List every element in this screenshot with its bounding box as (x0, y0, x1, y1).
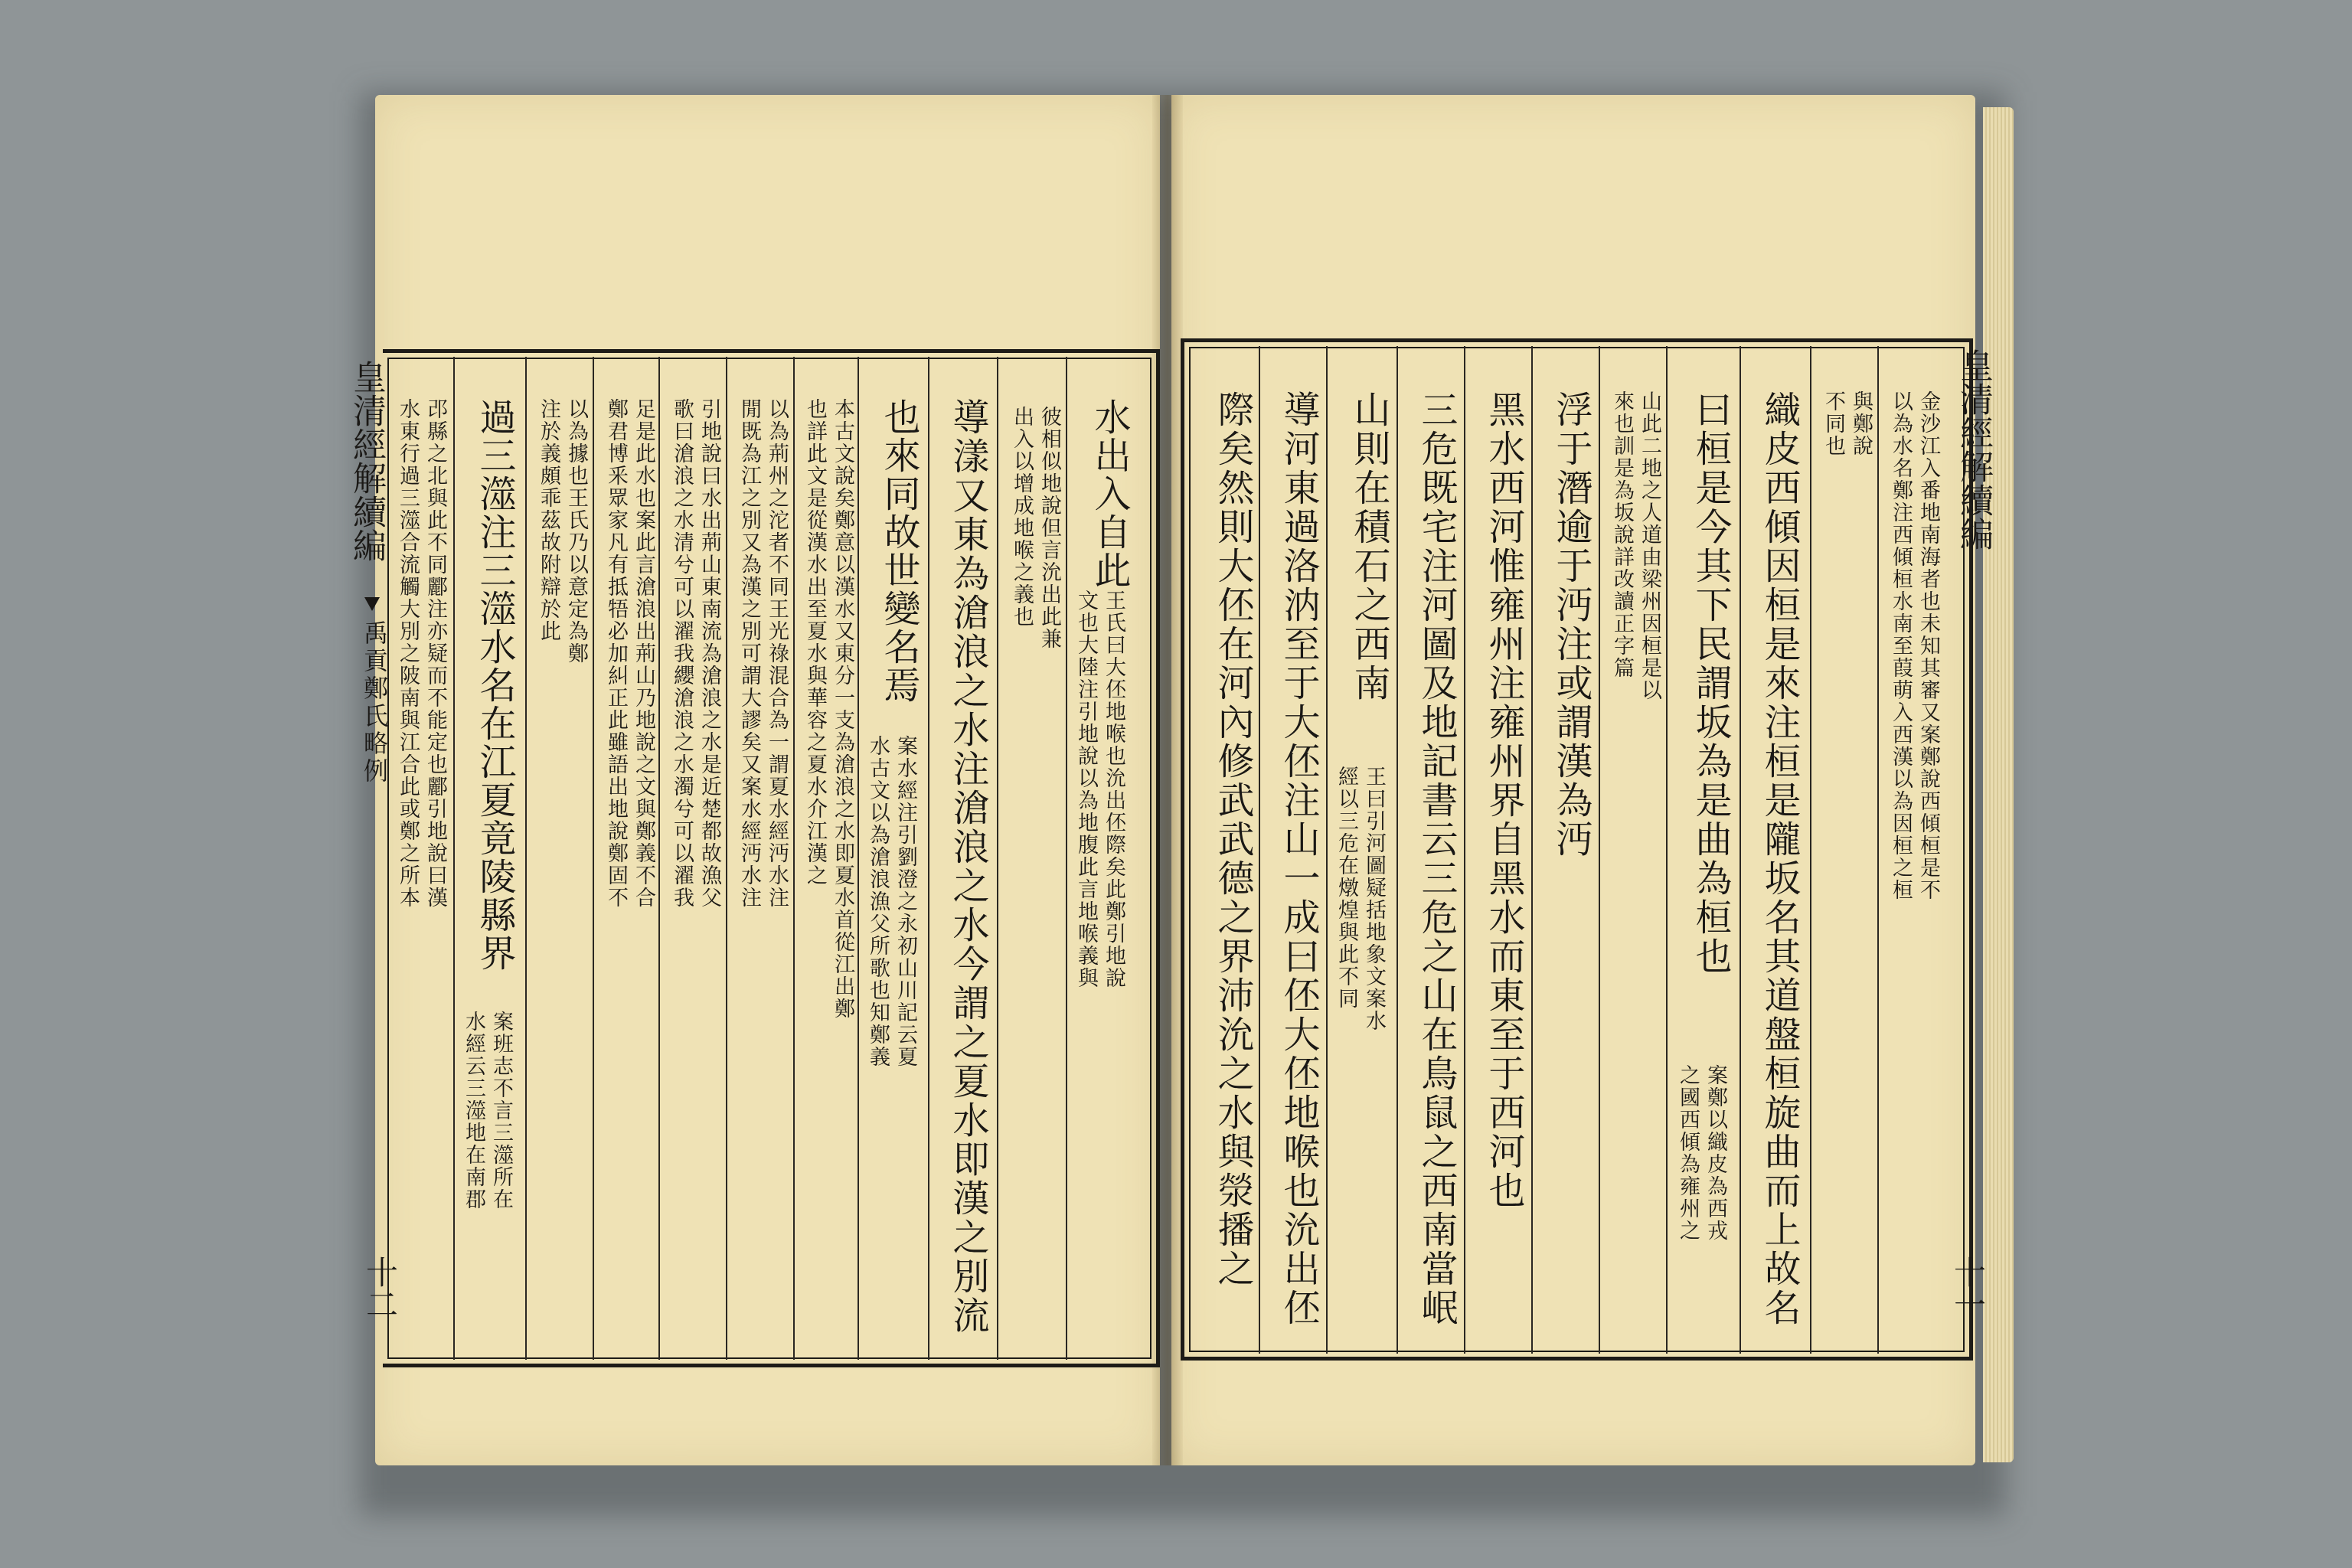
column-rule (1259, 346, 1260, 1354)
right-col-4-note: 之國西傾為雍州之 (1676, 1064, 1700, 1242)
right-col-1-note: 金沙江入番地南海者也未知其審又案鄭說西傾桓是不 (1916, 390, 1940, 901)
left-col-10-note: 水經云三澨地在南郡 (462, 1011, 485, 1210)
column-rule (593, 357, 594, 1360)
left-col-2-note: 出入以增成地喉之義也 (1010, 406, 1034, 628)
right-col-9-note: 經以三危在燉煌與此不同 (1334, 766, 1358, 1010)
left-col-8-note: 足是此水也案此言滄浪出荊山乃地說之文與鄭義不合 (632, 398, 655, 909)
column-rule (1666, 346, 1668, 1354)
right-col-9-main: 山則在積石之西南 (1348, 390, 1390, 703)
column-rule (1877, 346, 1879, 1354)
right-col-4-note: 案鄭以織皮為西戎 (1704, 1064, 1727, 1242)
right-col-5-note: 山此二地之人道由梁州因桓是以 (1638, 390, 1661, 701)
column-rule (1464, 346, 1465, 1354)
left-col-4-main: 也來同故世變名焉 (877, 398, 920, 704)
right-col-11-main: 際矣然則大伾在河內修武武德之界沛沇之水與滎播之 (1211, 390, 1254, 1289)
left-col-4-note: 水古文以為滄浪漁父所歌也知鄭義 (866, 735, 890, 1068)
left-col-9-note: 以為據也王氏乃以意定為鄭 (564, 398, 588, 665)
left-col-3-main: 導漾又東為滄浪之水注滄浪之水今謂之夏水即漢之別流 (946, 398, 989, 1335)
left-col-11-note: 水東行過三澨合流觸大別之陂南與江合此或鄭之所本 (396, 398, 420, 909)
left-col-1-main: 水出入自此 (1088, 398, 1131, 590)
left-col-10-main: 過三澨注三澨水名在江夏竟陵縣界 (473, 398, 516, 972)
right-page-number: 十一 (1949, 1256, 1987, 1320)
left-col-10-note: 案班志不言三澨所在 (489, 1011, 513, 1210)
column-rule (1531, 346, 1533, 1354)
right-col-8-main: 三危既宅注河圖及地記書云三危之山在鳥鼠之西南當岷 (1415, 390, 1458, 1328)
column-rule (658, 357, 660, 1360)
column-rule (726, 357, 727, 1360)
column-rule (793, 357, 795, 1360)
column-rule (1326, 346, 1328, 1354)
right-col-6-main: 浮于潛逾于沔注或謂漢為沔 (1550, 390, 1592, 859)
left-col-5-note: 也詳此文是從漢水出至夏水與華容之夏水介江漢之 (803, 398, 827, 887)
left-col-1-note: 王氏曰大伾地喉也沇出伾際矣此鄭引地說 (1102, 590, 1125, 989)
right-col-10-main: 導河東過洛汭至于大伾注山一成曰伾大伾地喉也沇出伾 (1277, 390, 1320, 1328)
right-col-2-note: 不同也 (1821, 390, 1845, 457)
right-col-1-note: 以為水名鄭注西傾桓水南至葭萌入西漢以為因桓之桓 (1889, 390, 1913, 901)
column-rule (1810, 346, 1811, 1354)
right-col-4-main: 曰桓是今其下民謂坂為是曲為桓也 (1689, 390, 1732, 976)
left-col-9-note: 注於義頗乖茲故附辯於此 (537, 398, 560, 642)
left-col-7-note: 歌曰滄浪之水清兮可以濯我纓滄浪之水濁兮可以濯我 (670, 398, 694, 909)
column-rule (928, 357, 929, 1360)
column-rule (1396, 346, 1398, 1354)
right-margin-title: 皇清經解續編 (1954, 348, 1993, 550)
left-margin-section: 禹貢鄭氏略例 (360, 620, 389, 786)
left-col-6-note: 閒既為江之別又為漢之別可謂大謬矣又案水經沔水注 (737, 398, 761, 909)
left-col-2-note: 彼相似地說但言沇出此兼 (1037, 406, 1061, 650)
column-rule (1740, 346, 1741, 1354)
column-rule (453, 357, 455, 1360)
left-col-8-note: 鄭君博釆眾家凡有抵牾必加糾正此雖語出地說鄭固不 (604, 398, 628, 909)
right-col-2-note: 與鄭說 (1849, 390, 1873, 457)
left-col-5-note: 本古文說矣鄭意以漢水又東分一支為滄浪之水即夏水首從江出鄭 (831, 398, 854, 1020)
column-rule (1599, 346, 1600, 1354)
column-rule (525, 357, 527, 1360)
column-rule (997, 357, 998, 1360)
left-col-6-note: 以為荊州之沱者不同王光祿混合為一謂夏水經沔水注 (765, 398, 789, 909)
left-col-7-note: 引地說曰水出荊山東南流為滄浪之水是近楚都故漁父 (697, 398, 721, 909)
column-rule (858, 357, 859, 1360)
right-col-9-note: 王曰引河圖疑括地象文案水 (1362, 766, 1386, 1032)
left-margin-title: 皇清經解續編 (347, 360, 386, 562)
right-col-7-main: 黑水西河惟雍州注雍州界自黑水而東至于西河也 (1482, 390, 1525, 1210)
left-page-number: 十二 (361, 1256, 399, 1320)
right-col-3-main: 織皮西傾因桓是來注桓是隴坂名其道盤桓旋曲而上故名 (1758, 390, 1801, 1328)
fishtail-mark (364, 597, 380, 611)
right-col-5-note: 來也訓是為坂說詳改讀正字篇 (1610, 390, 1634, 679)
left-col-11-note: 邔縣之北與此不同酈注亦疑而不能定也酈引地說曰漢 (423, 398, 447, 909)
left-col-4-note: 案水經注引劉澄之永初山川記云夏 (893, 735, 917, 1068)
column-rule (1066, 357, 1067, 1360)
left-col-1-note: 文也大陸注引地說以為地腹此言地喉義與 (1074, 590, 1098, 989)
